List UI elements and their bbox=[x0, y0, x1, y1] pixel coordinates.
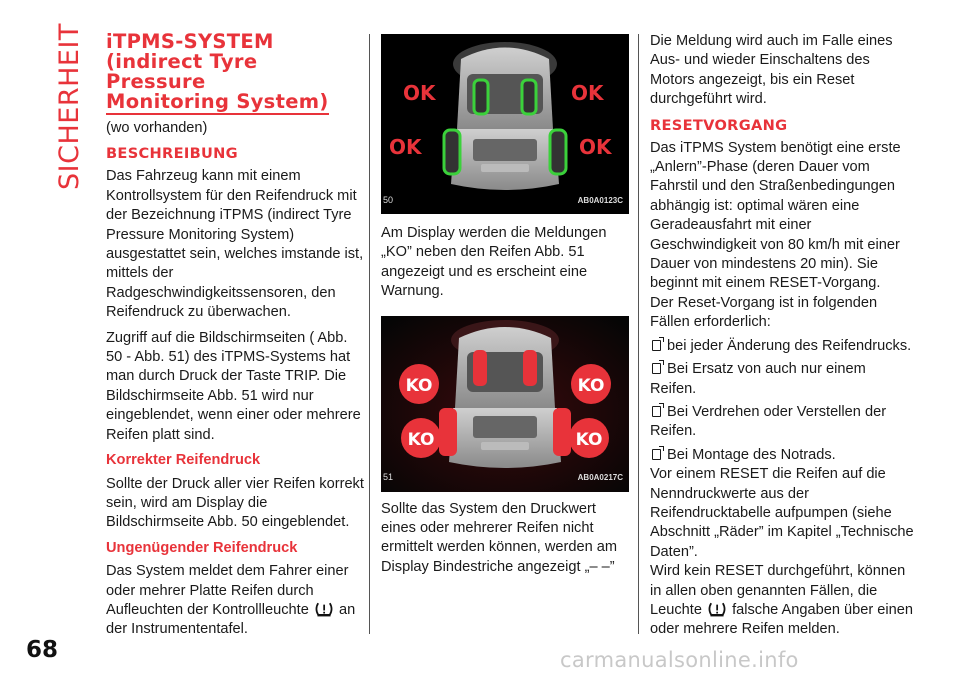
ok-label-rear-left: OK bbox=[389, 135, 422, 159]
bullet-item bbox=[650, 337, 915, 356]
paragraph-inflate-before-reset: Vor einem RESET die Reifen auf die Nenndruckwerte aus der Reifendrucktabelle aufpumpen (siehe Abschnitt „Räder” im Kapitel „Technische Daten”. bbox=[650, 466, 914, 560]
car-ok-illustration bbox=[381, 34, 629, 214]
low-pressure-text-before: Das System meldet dem Fahrer einer oder mehrer Platte Reifen durch Aufleuchten der Kontrollleuchte bbox=[106, 563, 349, 618]
paragraph-learning-phase: Das iTPMS System benötigt eine erste „Anlern”-Phase (deren Dauer vom Fahrstil und den Straßenbedingungen abhängig ist: optimal wären eine Geradeausfahrt mit einer Geschwindigkeit von 80 km/h mit einer Dauer von mindestens 20 min). Sie beginnt mit einem RESET-Vorgang. bbox=[650, 139, 901, 292]
paragraph-no-reset-warning bbox=[650, 562, 915, 640]
column-1 bbox=[106, 32, 364, 646]
title-line-4: Monitoring System) bbox=[106, 90, 329, 113]
page-number: 68 bbox=[26, 637, 59, 663]
bullet-item bbox=[650, 360, 915, 399]
column-divider-1 bbox=[369, 34, 370, 634]
paragraph-access: Zugriff auf die Bildschirmseiten ( Abb. 50 - Abb. 51) des iTPMS-Systems hat man durch Druck der Taste TRIP. Die Bildschirmseite Abb. 51 wird nur eingeblendet, wenn einer oder mehrere Reifen platt sind. bbox=[106, 329, 361, 443]
checkbox-bullet-icon bbox=[652, 449, 661, 460]
figure-50-caption bbox=[383, 191, 623, 210]
paragraph-description: Das Fahrzeug kann mit einem Kontrollsystem für den Reifendruck mit der Bezeichnung iTPMS (indirect Tyre Pressure Monitoring System) ausgestattet sein, welches imstande ist, mittels der Radgeschwindigkeitssensoren, den Reifendruck zu überwachen. bbox=[106, 168, 364, 321]
bullet-text: Bei Ersatz von auch nur einem Reifen. bbox=[650, 361, 866, 397]
paragraph-message-persistence: Die Meldung wird auch im Falle eines Aus- und wieder Einschaltens des Motors angezeigt, bis ein Reset durchgeführt wird. bbox=[650, 33, 893, 108]
chapter-side-label: SICHERHEIT bbox=[54, 23, 85, 190]
tpms-warning-icon bbox=[708, 601, 726, 617]
ko-label-front-right: KO bbox=[577, 375, 605, 396]
checkbox-bullet-icon bbox=[652, 406, 661, 417]
ok-label-rear-right: OK bbox=[579, 135, 612, 159]
ko-label-front-left: KO bbox=[405, 375, 433, 396]
figure-51-code: AB0A0217C bbox=[577, 473, 623, 483]
paragraph-ko-messages: Am Display werden die Meldungen „KO” neben den Reifen Abb. 51 angezeigt und es erscheint eine Warnung. bbox=[381, 225, 607, 300]
no-reset-text-after: falsche Angaben über einen oder mehrere Reifen melden. bbox=[650, 601, 914, 638]
ok-label-front-right: OK bbox=[571, 81, 604, 105]
column-3 bbox=[650, 32, 915, 646]
paragraph-dashes: Sollte das System den Druckwert eines oder mehrerer Reifen nicht ermittelt werden können, werden am Display Bindestriche angezeigt „– –” bbox=[381, 500, 618, 575]
title-line-3: Pressure bbox=[106, 70, 206, 93]
bullet-text: Bei Montage des Notrads. bbox=[667, 446, 836, 463]
paragraph-low-pressure bbox=[106, 562, 364, 640]
availability-note: (wo vorhanden) bbox=[106, 120, 208, 136]
no-reset-text-before: Wird kein RESET durchgeführt, können in allen oben genannten Fällen, die Leuchte bbox=[650, 563, 906, 618]
figure-51-caption bbox=[383, 468, 623, 487]
bullet-item bbox=[650, 446, 915, 465]
ko-label-rear-right: KO bbox=[575, 429, 603, 450]
tpms-warning-icon bbox=[315, 601, 333, 617]
watermark: carmanualsonline.info bbox=[560, 648, 799, 672]
heading-correct-pressure: Korrekter Reifendruck bbox=[106, 452, 261, 469]
title-line-1: iTPMS-SYSTEM bbox=[106, 30, 274, 53]
column-2 bbox=[381, 32, 631, 583]
figure-50-number: 50 bbox=[383, 194, 394, 205]
low-pressure-text-after: an der Instrumententafel. bbox=[106, 601, 356, 638]
section-title bbox=[106, 32, 329, 115]
ok-label-front-left: OK bbox=[403, 81, 436, 105]
figure-50-code: AB0A0123C bbox=[577, 195, 623, 205]
heading-beschreibung: BESCHREIBUNG bbox=[106, 145, 238, 163]
title-line-2: (indirect Tyre bbox=[106, 50, 258, 73]
checkbox-bullet-icon bbox=[652, 340, 661, 351]
figure-50-ok-display bbox=[381, 34, 629, 214]
figure-51-number: 51 bbox=[383, 472, 394, 483]
car-ko-illustration bbox=[381, 316, 629, 492]
ko-label-rear-left: KO bbox=[407, 429, 435, 450]
bullet-item bbox=[650, 403, 915, 442]
heading-low-pressure: Ungenügender Reifendruck bbox=[106, 539, 298, 556]
paragraph-correct-pressure: Sollte der Druck aller vier Reifen korrekt sein, wird am Display die Bildschirmseite Abb. 50 eingeblendet. bbox=[106, 475, 364, 531]
figure-51-ko-display bbox=[381, 316, 629, 492]
checkbox-bullet-icon bbox=[652, 363, 661, 374]
heading-resetvorgang: RESETVORGANG bbox=[650, 116, 788, 134]
bullet-text: Bei Verdrehen oder Verstellen der Reifen. bbox=[650, 403, 887, 440]
paragraph-reset-cases: Der Reset-Vorgang ist in folgenden Fällen erforderlich: bbox=[650, 294, 878, 331]
column-divider-2 bbox=[638, 34, 639, 634]
bullet-text: bei jeder Änderung des Reifendrucks. bbox=[667, 337, 912, 354]
